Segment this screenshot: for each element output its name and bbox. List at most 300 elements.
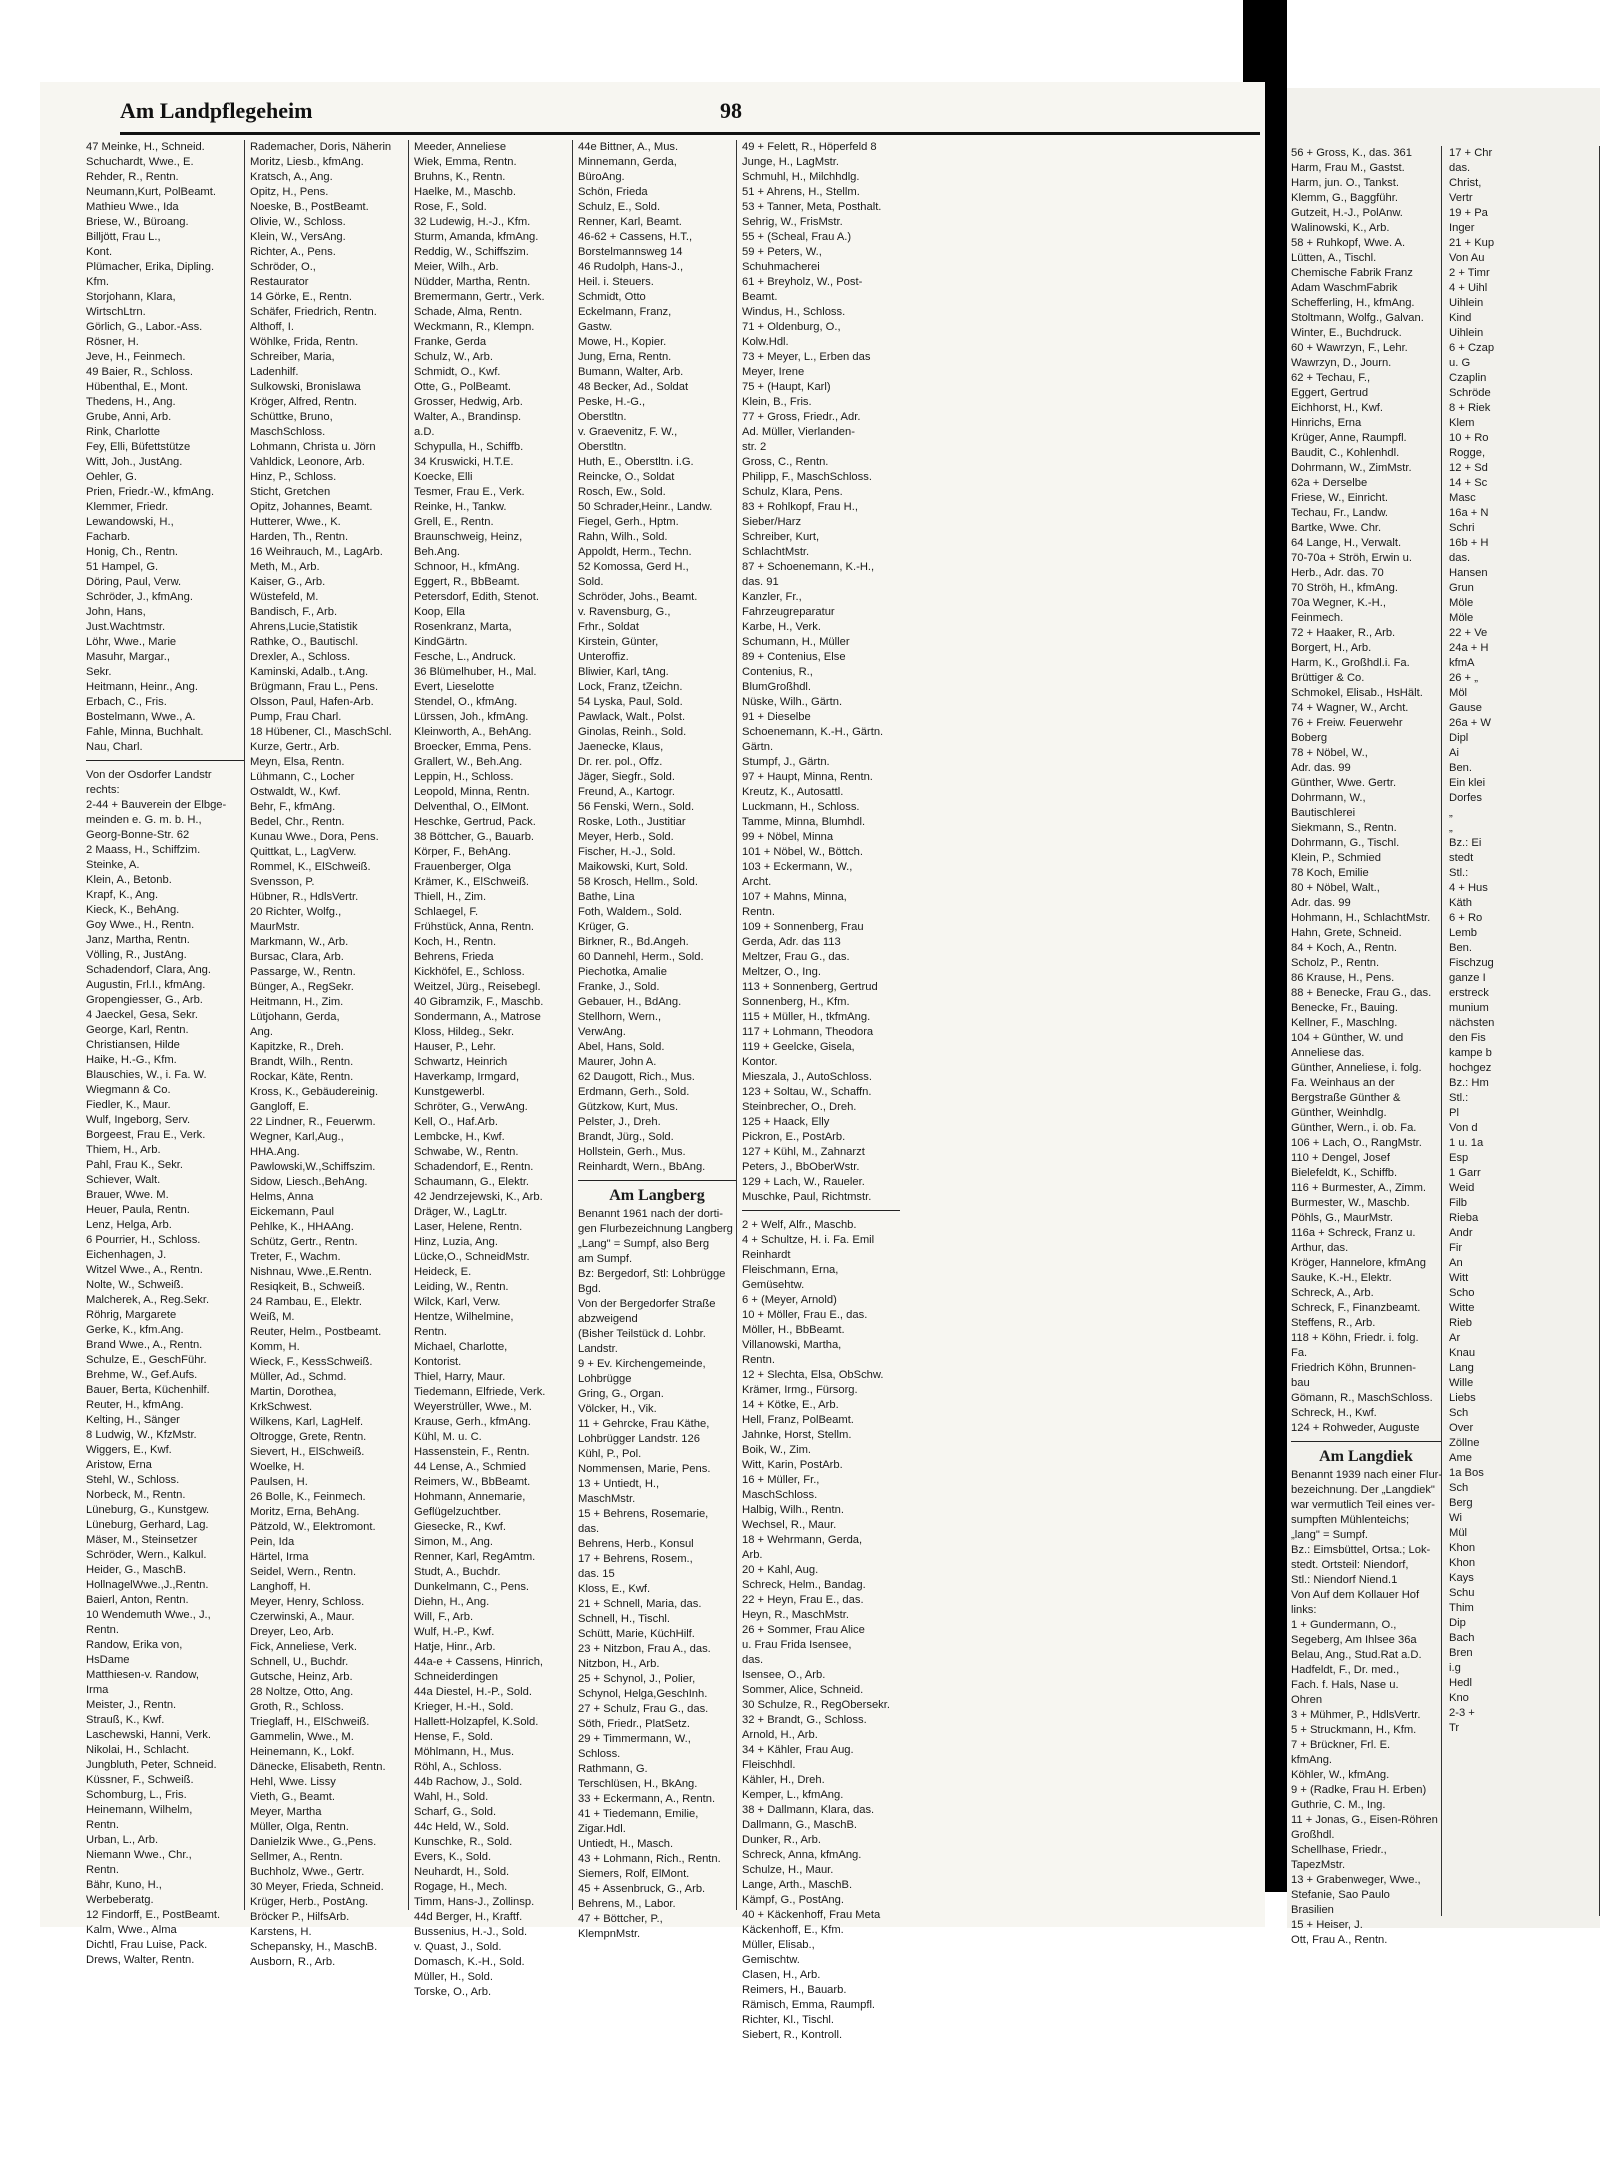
directory-entry: Lühmann, C., Locher: [250, 771, 355, 783]
directory-entry: Schoenemann, K.-H., Gärtn.: [742, 726, 884, 738]
directory-entry: Ad. Müller, Vierlanden-: [742, 426, 855, 438]
directory-entry: Sekr.: [86, 666, 112, 678]
directory-entry: Kemper, L., kfmAng.: [742, 1789, 844, 1801]
directory-entry: 30 Meyer, Frieda, Schneid.: [250, 1881, 384, 1893]
directory-entry: Boik, W., Zim.: [742, 1444, 811, 1456]
directory-entry: Lücke,O., SchneidMstr.: [414, 1251, 530, 1263]
directory-entry: Over: [1449, 1422, 1474, 1434]
directory-entry: Pätzold, W., Elektromont.: [250, 1521, 376, 1533]
directory-entry: Borstelmannsweg 14: [578, 246, 683, 258]
directory-entry: Opitz, H., Pens.: [250, 186, 329, 198]
directory-entry: Siebert, R., Kontroll.: [742, 2029, 843, 2041]
directory-entry: Haike, H.-G., Kfm.: [86, 1054, 177, 1066]
directory-entry: 42 Jendrzejewski, K., Arb.: [414, 1191, 543, 1203]
directory-entry: Beh.Ang.: [414, 546, 461, 558]
directory-entry: 6 Pourrier, H., Schloss.: [86, 1234, 201, 1246]
directory-entry: Briese, W., Büroang.: [86, 216, 189, 228]
directory-entry: Küssner, F., Schweiß.: [86, 1774, 194, 1786]
directory-entry: Mül: [1449, 1527, 1468, 1539]
directory-entry: Schäfer, Friedrich, Rentn.: [250, 306, 377, 318]
directory-entry: Meltzer, Frau G., das.: [742, 951, 850, 963]
directory-entry: Kontorist.: [414, 1356, 462, 1368]
directory-entry: Gemischtw.: [742, 1954, 800, 1966]
directory-entry: Grun: [1449, 582, 1474, 594]
column-1: [86, 140, 245, 1966]
directory-entry: Borgeest, Frau E., Verk.: [86, 1129, 206, 1141]
directory-entry: Rathke, O., Bautischl.: [250, 636, 359, 648]
directory-entry: Schmidt, O., Kwf.: [414, 366, 501, 378]
directory-entry: 75 + (Haupt, Karl): [742, 381, 831, 393]
directory-entry: 70 Ströh, H., kfmAng.: [1291, 582, 1398, 594]
directory-entry: Schu: [1449, 1587, 1475, 1599]
directory-entry: Koch, H., Rentn.: [414, 936, 497, 948]
directory-entry: Meeder, Anneliese: [414, 141, 507, 153]
directory-entry: Moritz, Liesb., kfmAng.: [250, 156, 364, 168]
directory-entry: Gastw.: [578, 321, 613, 333]
directory-entry: Eggert, R., BbBeamt.: [414, 576, 520, 588]
directory-entry: Woelke, H.: [250, 1461, 305, 1473]
directory-entry: Kratsch, A., Ang.: [250, 171, 333, 183]
directory-entry: meinden e. G. m. b. H.,: [86, 814, 202, 826]
directory-entry: war vermutlich Teil eines ver-: [1291, 1499, 1436, 1511]
directory-entry: Thedens, H., Ang.: [86, 396, 176, 408]
directory-entry: Neumann,Kurt, PolBeamt.: [86, 186, 216, 198]
directory-entry: Villanowski, Martha,: [742, 1339, 842, 1351]
directory-entry: Nikolai, H., Schlacht.: [86, 1744, 190, 1756]
directory-entry: 12 Findorff, E., PostBeamt.: [86, 1909, 221, 1921]
directory-entry: Krämer, K., ElSchweiß.: [414, 876, 530, 888]
directory-entry: 9 + (Radke, Frau H. Erben): [1291, 1784, 1427, 1796]
directory-entry: 32 + Brandt, G., Schloss.: [742, 1714, 867, 1726]
next-page-column-2: [1449, 146, 1600, 1916]
directory-entry: Junge, H., LagMstr.: [742, 156, 840, 168]
directory-entry: Uihlein: [1449, 297, 1484, 309]
directory-entry: Torske, O., Arb.: [414, 1986, 492, 1998]
directory-entry: Randow, Erika von,: [86, 1639, 183, 1651]
directory-entry: 62 Daugott, Rich., Mus.: [578, 1071, 695, 1083]
directory-entry: 129 + Lach, W., Raueler.: [742, 1176, 865, 1188]
directory-entry: Kloss, E., Kwf.: [578, 1583, 651, 1595]
directory-entry: Hehl, Wwe. Lissy: [250, 1776, 336, 1788]
directory-entry: Vertr: [1449, 192, 1473, 204]
directory-entry: Gring, G., Organ.: [578, 1388, 664, 1400]
next-page-edge: [1287, 88, 1600, 1946]
directory-entry: Laschewski, Hanni, Verk.: [86, 1729, 211, 1741]
directory-entry: Isensee, O., Arb.: [742, 1669, 826, 1681]
directory-entry: Dohrmann, W., ZimMstr.: [1291, 462, 1412, 474]
directory-entry: 34 + Kähler, Frau Aug.: [742, 1744, 854, 1756]
directory-entry: Fahle, Minna, Buchhalt.: [86, 726, 204, 738]
directory-entry: Klein, P., Schmied: [1291, 852, 1381, 864]
directory-entry: Grube, Anni, Arb.: [86, 411, 172, 423]
directory-entry: Fir: [1449, 1242, 1463, 1254]
directory-entry: Lürssen, Joh., kfmAng.: [414, 711, 529, 723]
directory-entry: Gross, C., Rentn.: [742, 456, 829, 468]
directory-entry: 58 Krosch, Hellm., Sold.: [578, 876, 699, 888]
directory-entry: Kfm.: [86, 276, 109, 288]
section-divider: [742, 1210, 900, 1211]
directory-entry: Frauenberger, Olga: [414, 861, 512, 873]
directory-entry: Jäger, Siegfr., Sold.: [578, 771, 676, 783]
directory-entry: HsDame: [86, 1654, 130, 1666]
directory-entry: Rockar, Käte, Rentn.: [250, 1071, 354, 1083]
directory-entry: Fischer, H.-J., Sold.: [578, 846, 676, 858]
directory-entry: Stellhorn, Wern.,: [578, 1011, 662, 1023]
directory-entry: Roske, Loth., Justitiar: [578, 816, 686, 828]
page-header: [120, 92, 1260, 135]
directory-entry: Lüneburg, Gerhard, Lag.: [86, 1519, 209, 1531]
directory-entry: Kickhöfel, E., Schloss.: [414, 966, 525, 978]
directory-entry: Heitmann, H., Zim.: [250, 996, 344, 1008]
directory-entry: Hohmann, H., SchlachtMstr.: [1291, 912, 1431, 924]
directory-entry: Malcherek, A., Reg.Sekr.: [86, 1294, 210, 1306]
directory-entry: 46-62 + Cassens, H.T.,: [578, 231, 693, 243]
directory-entry: Sievert, H., ElSchweiß.: [250, 1446, 365, 1458]
directory-entry: Wulf, Ingeborg, Serv.: [86, 1114, 191, 1126]
directory-entry: 22 + Ve: [1449, 627, 1488, 639]
directory-entry: Pawlack, Walt., Polst.: [578, 711, 686, 723]
directory-entry: Lock, Franz, tZeichn.: [578, 681, 683, 693]
directory-entry: bau: [1291, 1377, 1310, 1389]
directory-entry: Steffens, R., Arb.: [1291, 1317, 1376, 1329]
directory-entry: Fick, Anneliese, Verk.: [250, 1641, 357, 1653]
directory-entry: Mathieu Wwe., Ida: [86, 201, 179, 213]
directory-entry: Grell, E., Rentn.: [414, 516, 494, 528]
directory-entry: Brügmann, Frau L., Pens.: [250, 681, 379, 693]
directory-entry: Fleischmann, Erna,: [742, 1264, 839, 1276]
directory-entry: Eggert, Gertrud: [1291, 387, 1369, 399]
directory-entry: nächsten: [1449, 1017, 1495, 1029]
directory-entry: Lang: [1449, 1362, 1474, 1374]
directory-entry: Rentn.: [86, 1624, 119, 1636]
directory-entry: Pelster, J., Dreh.: [578, 1116, 661, 1128]
directory-entry: 30 Schulze, R., RegObersekr.: [742, 1699, 890, 1711]
directory-entry: Pahl, Frau K., Sekr.: [86, 1159, 183, 1171]
directory-entry: Behrens, Frieda: [414, 951, 494, 963]
directory-entry: Walinowski, K., Arb.: [1291, 222, 1390, 234]
directory-entry: das. 91: [742, 576, 779, 588]
directory-entry: 127 + Kühl, M., Zahnarzt: [742, 1146, 865, 1158]
directory-entry: Weyerstrüller, Wwe., M.: [414, 1401, 532, 1413]
directory-entry: Rogage, H., Mech.: [414, 1881, 508, 1893]
directory-entry: Bach: [1449, 1632, 1475, 1644]
directory-entry: 44e Bittner, A., Mus.: [578, 141, 679, 153]
directory-entry: Geflügelzuchtber.: [414, 1506, 502, 1518]
directory-entry: Schütt, Marie, KüchHilf.: [578, 1628, 695, 1640]
directory-entry: Krause, Gerh., kfmAng.: [414, 1416, 531, 1428]
directory-entry: 62 + Techau, F.,: [1291, 372, 1371, 384]
directory-entry: 47 Meinke, H., Schneid.: [86, 141, 205, 153]
directory-entry: Braunschweig, Heinz,: [414, 531, 523, 543]
directory-entry: Goy Wwe., H., Rentn.: [86, 919, 195, 931]
directory-entry: Khon: [1449, 1557, 1476, 1569]
directory-entry: 124 + Rohweder, Auguste: [1291, 1422, 1420, 1434]
directory-entry: KlempnMstr.: [578, 1928, 641, 1940]
directory-entry: Tamme, Minna, Blumhdl.: [742, 816, 866, 828]
directory-entry: Schefferling, H., kfmAng.: [1291, 297, 1415, 309]
directory-entry: Knau: [1449, 1347, 1476, 1359]
directory-entry: Klein, W., VersAng.: [250, 231, 346, 243]
directory-entry: Domasch, K.-H., Sold.: [414, 1956, 525, 1968]
directory-entry: Heuer, Paula, Rentn.: [86, 1204, 190, 1216]
directory-entry: Ai: [1449, 747, 1459, 759]
directory-entry: Olivie, W., Schloss.: [250, 216, 346, 228]
directory-entry: Kühl, P., Pol.: [578, 1448, 642, 1460]
directory-entry: Gangloff, E.: [250, 1101, 309, 1113]
directory-entry: Pickron, E., PostArb.: [742, 1131, 846, 1143]
directory-entry: Langhoff, H.: [250, 1581, 311, 1593]
directory-entry: 51 + Ahrens, H., Stellm.: [742, 186, 860, 198]
directory-entry: Dreyer, Leo, Arb.: [250, 1626, 334, 1638]
directory-entry: 6 + Ro: [1449, 912, 1483, 924]
directory-entry: Hinrichs, Erna: [1291, 417, 1362, 429]
directory-entry: Von der Osdorfer Landstr: [86, 769, 212, 781]
directory-entry: 62a + Derselbe: [1291, 477, 1368, 489]
directory-entry: WirtschLtrn.: [86, 306, 146, 318]
directory-entry: Gebauer, H., BdAng.: [578, 996, 682, 1008]
directory-entry: Rentn.: [86, 1819, 119, 1831]
directory-entry: Michael, Charlotte,: [414, 1341, 508, 1353]
directory-entry: 15 + Heiser, J.: [1291, 1919, 1363, 1931]
directory-entry: Rentn.: [742, 906, 775, 918]
directory-entry: Schnell, U., Buchdr.: [250, 1656, 349, 1668]
directory-entry: das.: [1449, 162, 1471, 174]
directory-entry: 18 + Wehrmann, Gerda,: [742, 1534, 863, 1546]
directory-entry: Brand Wwe., A., Rentn.: [86, 1339, 203, 1351]
directory-entry: 49 + Felett, R., Höperfeld 8: [742, 141, 877, 153]
directory-entry: Adam WaschmFabrik: [1291, 282, 1398, 294]
directory-entry: Fa.: [1291, 1347, 1308, 1359]
directory-entry: 116a + Schreck, Franz u.: [1291, 1227, 1416, 1239]
directory-entry: Chemische Fabrik Franz: [1291, 267, 1413, 279]
directory-entry: Reincke, O., Soldat: [578, 471, 675, 483]
directory-entry: Schepansky, H., MaschB.: [250, 1941, 378, 1953]
directory-entry: Piechotka, Amalie: [578, 966, 667, 978]
directory-entry: 115 + Müller, H., tkfmAng.: [742, 1011, 871, 1023]
directory-entry: Bren: [1449, 1647, 1473, 1659]
directory-entry: Richter, Kl., Tischl.: [742, 2014, 835, 2026]
directory-entry: SchlachtMstr.: [742, 546, 810, 558]
directory-entry: Heinemann, Wilhelm,: [86, 1804, 193, 1816]
directory-entry: 48 Becker, Ad., Soldat: [578, 381, 689, 393]
directory-entry: Schütz, Gertr., Rentn.: [250, 1236, 358, 1248]
directory-entry: „lang" = Sumpf.: [1291, 1529, 1369, 1541]
directory-entry: Schreiber, Kurt,: [742, 531, 820, 543]
directory-entry: VerwAng.: [578, 1026, 626, 1038]
directory-entry: Wieck, F., KessSchweiß.: [250, 1356, 373, 1368]
directory-entry: Brüttiger & Co.: [1291, 672, 1365, 684]
directory-entry: Klein, A., Betonb.: [86, 874, 172, 886]
directory-entry: 14 + Sc: [1449, 477, 1488, 489]
directory-entry: MaurMstr.: [250, 921, 300, 933]
directory-entry: Freund, A., Kartogr.: [578, 786, 676, 798]
directory-entry: Scho: [1449, 1287, 1475, 1299]
directory-entry: Sturm, Amanda, kfmAng.: [414, 231, 539, 243]
directory-entry: Röhl, A., Schloss.: [414, 1761, 502, 1773]
directory-entry: Wiek, Emma, Rentn.: [414, 156, 517, 168]
directory-entry: Meier, Wilh., Arb.: [414, 261, 499, 273]
directory-entry: Storjohann, Klara,: [86, 291, 176, 303]
directory-entry: Stoltmann, Wolfg., Galvan.: [1291, 312, 1424, 324]
directory-entry: Rehder, R., Rentn.: [86, 171, 179, 183]
directory-entry: Schulz, E., Sold.: [578, 201, 661, 213]
directory-entry: Schnoor, H., kfmAng.: [414, 561, 520, 573]
directory-entry: Terschlüsen, H., BkAng.: [578, 1778, 698, 1790]
directory-entry: Bautischlerei: [1291, 807, 1356, 819]
directory-entry: 12 + Sd: [1449, 462, 1488, 474]
directory-entry: Nommensen, Marie, Pens.: [578, 1463, 711, 1475]
directory-entry: 99 + Nöbel, Minna: [742, 831, 834, 843]
directory-entry: Fey, Elli, Büfettstütze: [86, 441, 191, 453]
directory-entry: Evers, K., Sold.: [414, 1851, 492, 1863]
directory-entry: 24 Rambau, E., Elektr.: [250, 1296, 362, 1308]
directory-entry: Hedl: [1449, 1677, 1473, 1689]
directory-entry: Meltzer, O., Ing.: [742, 966, 821, 978]
directory-entry: Thiel, Harry, Maur.: [414, 1371, 506, 1383]
directory-entry: Dunker, R., Arb.: [742, 1834, 821, 1846]
directory-entry: Boberg: [1291, 732, 1328, 744]
directory-entry: Harden, Th., Rentn.: [250, 531, 349, 543]
directory-entry: MaschMstr.: [578, 1493, 636, 1505]
directory-entry: munium: [1449, 1002, 1489, 1014]
directory-entry: Evert, Lieselotte: [414, 681, 495, 693]
directory-entry: Kellner, F., Maschlng.: [1291, 1017, 1398, 1029]
directory-entry: Schnell, H., Tischl.: [578, 1613, 671, 1625]
directory-entry: 113 + Sonnenberg, Gertrud: [742, 981, 878, 993]
directory-entry: links:: [1291, 1604, 1317, 1616]
directory-entry: Baudit, C., Kohlenhdl.: [1291, 447, 1400, 459]
directory-entry: Günther, Weinhdlg.: [1291, 1107, 1387, 1119]
directory-entry: Krüger, G.: [578, 921, 629, 933]
directory-entry: 56 + Gross, K., das. 361: [1291, 147, 1412, 159]
directory-entry: Hansen: [1449, 567, 1488, 579]
directory-entry: Weitzel, Jürg., Reisebegl.: [414, 981, 541, 993]
directory-entry: Mieszala, J., AutoSchloss.: [742, 1071, 872, 1083]
directory-entry: Just.Wachtmstr.: [86, 621, 166, 633]
directory-entry: Hatje, Hinr., Arb.: [414, 1641, 496, 1653]
directory-entry: Seidel, Wern., Rentn.: [250, 1566, 357, 1578]
directory-entry: 44d Berger, H., Kraftf.: [414, 1911, 523, 1923]
directory-entry: Restaurator: [250, 276, 309, 288]
street-heading: Am Langberg: [609, 1187, 705, 1204]
directory-entry: gen Flurbezeichnung Langberg: [578, 1223, 733, 1235]
directory-entry: Kunstgewerbl.: [414, 1086, 485, 1098]
directory-entry: Dipl: [1449, 732, 1469, 744]
directory-entry: Bz: Bergedorf, Stl: Lohbrügge: [578, 1268, 726, 1280]
directory-entry: Gutsche, Heinz, Arb.: [250, 1671, 353, 1683]
directory-entry: Möhlmann, H., Mus.: [414, 1746, 515, 1758]
directory-entry: Meyer, Henry, Schloss.: [250, 1596, 365, 1608]
directory-entry: Abel, Hans, Sold.: [578, 1041, 665, 1053]
directory-entry: Ladenhilf.: [250, 366, 299, 378]
directory-entry: Köhler, W., kfmAng.: [1291, 1769, 1390, 1781]
directory-entry: 6 + (Meyer, Arnold): [742, 1294, 837, 1306]
directory-entry: Schuhmacherei: [742, 261, 820, 273]
directory-entry: erstreck: [1449, 987, 1489, 999]
directory-entry: Von d: [1449, 1122, 1478, 1134]
directory-entry: Völling, R., JustAng.: [86, 949, 187, 961]
directory-entry: Pawlowski,W.,Schiffszim.: [250, 1161, 376, 1173]
directory-entry: Markmann, W., Arb.: [250, 936, 349, 948]
directory-entry: 109 + Sonnenberg, Frau: [742, 921, 864, 933]
directory-entry: Uihlein: [1449, 327, 1484, 339]
directory-entry: Müller, Olga, Rentn.: [250, 1821, 349, 1833]
directory-entry: 53 + Tanner, Meta, Posthalt.: [742, 201, 882, 213]
directory-entry: Simon, M., Ang.: [414, 1536, 493, 1548]
directory-entry: Schynol, Helga,GeschInh.: [578, 1688, 708, 1700]
directory-entry: Broecker, Emma, Pens.: [414, 741, 532, 753]
directory-entry: Reinhardt: [742, 1249, 791, 1261]
directory-entry: Vieth, G., Beamt.: [250, 1791, 335, 1803]
directory-entry: Halbig, Wilh., Rentn.: [742, 1504, 844, 1516]
directory-entry: Dänecke, Elisabeth, Rentn.: [250, 1761, 386, 1773]
directory-entry: Werbeberatg.: [86, 1894, 154, 1906]
directory-entry: Klem: [1449, 417, 1475, 429]
directory-entry: 21 + Kup: [1449, 237, 1495, 249]
directory-entry: Wüstefeld, M.: [250, 591, 319, 603]
directory-entry: Kröger, Hannelore, kfmAng: [1291, 1257, 1426, 1269]
directory-entry: 8 Ludwig, W., KfzMstr.: [86, 1429, 197, 1441]
directory-entry: 4 Jaeckel, Gesa, Sekr.: [86, 1009, 198, 1021]
directory-entry: Jahnke, Horst, Stellm.: [742, 1429, 852, 1441]
directory-entry: Kind: [1449, 312, 1472, 324]
directory-entry: Drexler, A., Schloss.: [250, 651, 351, 663]
directory-entry: 44 Lense, A., Schmied: [414, 1461, 526, 1473]
directory-entry: Irma: [86, 1684, 109, 1696]
directory-entry: Reimers, W., BbBeamt.: [414, 1476, 531, 1488]
directory-entry: 74 + Wagner, W., Archt.: [1291, 702, 1409, 714]
directory-entry: Inger: [1449, 222, 1475, 234]
directory-entry: Wahl, H., Sold.: [414, 1791, 489, 1803]
directory-entry: Kaminski, Adalb., t.Ang.: [250, 666, 369, 678]
directory-entry: 20 Richter, Wolfg.,: [250, 906, 342, 918]
directory-entry: 2-44 + Bauverein der Elbge-: [86, 799, 227, 811]
directory-entry: Ar: [1449, 1332, 1461, 1344]
directory-entry: Stefanie, Sao Paulo: [1291, 1889, 1390, 1901]
directory-entry: Schadendorf, E., Rentn.: [414, 1161, 534, 1173]
directory-entry: Görlich, G., Labor.-Ass.: [86, 321, 203, 333]
directory-entry: Möle: [1449, 612, 1474, 624]
directory-entry: Martin, Dorothea,: [250, 1386, 337, 1398]
directory-entry: Ang.: [250, 1026, 274, 1038]
directory-entry: 44b Rachow, J., Sold.: [414, 1776, 523, 1788]
directory-entry: Stehl, W., Schloss.: [86, 1474, 180, 1486]
directory-entry: Fach. f. Hals, Nase u.: [1291, 1679, 1399, 1691]
directory-entry: 83 + Rohlkopf, Frau H.,: [742, 501, 858, 513]
directory-entry: Bruhns, K., Rentn.: [414, 171, 506, 183]
directory-entry: Kloss, Hildeg., Sekr.: [414, 1026, 515, 1038]
directory-entry: Otte, G., PolBeamt.: [414, 381, 511, 393]
directory-entry: Resiqkeit, B., Schweiß.: [250, 1281, 366, 1293]
directory-entry: Jungbluth, Peter, Schneid.: [86, 1759, 217, 1771]
directory-entry: Kämpf, G., PostAng.: [742, 1894, 844, 1906]
directory-entry: Timm, Hans-J., Zollinsp.: [414, 1896, 535, 1908]
directory-entry: 78 Koch, Emilie: [1291, 867, 1369, 879]
directory-entry: Meyn, Elsa, Rentn.: [250, 756, 345, 768]
directory-entry: 58 + Ruhkopf, Wwe. A.: [1291, 237, 1406, 249]
directory-entry: den Fis: [1449, 1032, 1486, 1044]
directory-entry: Weid: [1449, 1182, 1475, 1194]
directory-entry: 55 + (Scheal, Frau A.): [742, 231, 852, 243]
directory-entry: Walter, A., Brandinsp.: [414, 411, 522, 423]
directory-entry: Dip: [1449, 1617, 1466, 1629]
directory-entry: „: [1449, 807, 1453, 819]
directory-entry: Schloss.: [578, 1748, 621, 1760]
page-number: 98: [720, 98, 742, 123]
directory-entry: Eickemann, Paul: [250, 1206, 334, 1218]
directory-entry: Sonnenberg, H., Kfm.: [742, 996, 850, 1008]
directory-entry: Eckelmann, Franz,: [578, 306, 672, 318]
